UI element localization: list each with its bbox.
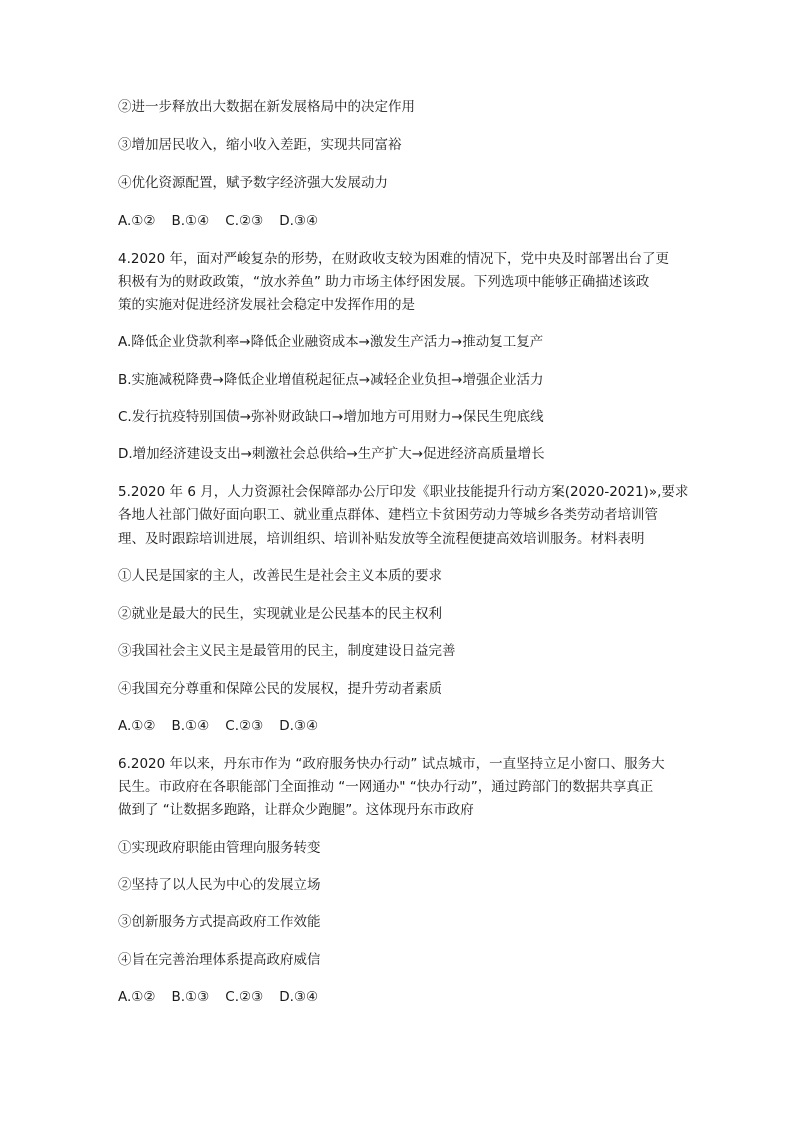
q6-option-1: ①实现政府职能由管理向服务转变 — [118, 840, 321, 856]
q3-choice-d: D.③④ — [279, 213, 319, 229]
q4-stem-line-1: 4.2020 年，面对严峻复杂的形势，在财政收支较为困难的情况下，党中央及时部署出台了更 — [118, 251, 670, 267]
q5-choice-a: A.①② — [118, 718, 156, 734]
q5-option-2: ②就业是最大的民生，实现就业是公民基本的民主权利 — [118, 606, 442, 622]
q6-option-3: ③创新服务方式提高政府工作效能 — [118, 914, 321, 930]
q4-stem-line-2: 积极有为的财政政策，“放水养鱼” 助力市场主体纾困发展。下列选项中能够正确描述该政 — [118, 274, 650, 290]
q3-option-4: ④优化资源配置，赋予数字经济强大发展动力 — [118, 175, 388, 191]
q6-choice-d: D.③④ — [279, 989, 319, 1005]
q5-choice-d: D.③④ — [279, 718, 319, 734]
q5-answer-choices — [118, 717, 334, 735]
q5-option-4: ④我国充分尊重和保障公民的发展权，提升劳动者素质 — [118, 681, 442, 697]
q5-stem-line-2: 各地人社部门做好面向职工、就业重点群体、建档立卡贫困劳动力等城乡各类劳动者培训管 — [118, 507, 658, 523]
q3-answer-choices — [118, 212, 334, 230]
q6-answer-choices — [118, 988, 334, 1006]
q6-option-2: ②坚持了以人民为中心的发展立场 — [118, 877, 321, 893]
q3-option-3: ③增加居民收入，缩小收入差距，实现共同富裕 — [118, 137, 402, 153]
q6-option-4: ④旨在完善治理体系提高政府威信 — [118, 952, 321, 968]
q4-option-c: C.发行抗疫特别国债→弥补财政缺口→增加地方可用财力→保民生兜底线 — [118, 409, 544, 425]
q4-stem-line-3: 策的实施对促进经济发展社会稳定中发挥作用的是 — [118, 297, 415, 313]
q6-stem-line-2: 民生。市政府在各职能部门全面推动 “一网通办" “快办行动”，通过跨部门的数据共享真正 — [118, 779, 654, 795]
q3-choice-b: B.①④ — [171, 213, 210, 229]
q5-option-3: ③我国社会主义民主是最管用的民主，制度建设日益完善 — [118, 643, 456, 659]
q3-option-2: ②进一步释放出大数据在新发展格局中的决定作用 — [118, 99, 415, 115]
q6-choice-c: C.②③ — [225, 989, 264, 1005]
q4-option-a: A.降低企业贷款利率→降低企业融资成本→激发生产活力→推动复工复产 — [118, 334, 544, 350]
q6-stem-line-3: 做到了 “让数据多跑路，让群众少跑腿”。这体现丹东市政府 — [118, 802, 474, 818]
q6-choice-b: B.①③ — [171, 989, 210, 1005]
q6-stem-line-1: 6.2020 年以来，丹东市作为 “政府服务快办行动” 试点城市，一直坚持立足小窗口、服务大 — [118, 756, 665, 772]
q5-choice-b: B.①④ — [171, 718, 210, 734]
q5-stem-line-3: 理、及时跟踪培训进展，培训组织、培训补贴发放等全流程便捷高效培训服务。材料表明 — [118, 531, 645, 547]
q5-choice-c: C.②③ — [225, 718, 264, 734]
q4-option-d: D.增加经济建设支出→刺激社会总供给→生产扩大→促进经济高质量增长 — [118, 446, 545, 462]
q5-option-1: ①人民是国家的主人，改善民生是社会主义本质的要求 — [118, 568, 442, 584]
q5-stem-line-1: 5.2020 年 6 月，人力资源社会保障部办公厅印发《职业技能提升行动方案(2020-2021)»,要求 — [118, 484, 689, 500]
q4-option-b: B.实施减税降费→降低企业增值税起征点→减轻企业负担→增强企业活力 — [118, 372, 544, 388]
q3-choice-a: A.①② — [118, 213, 156, 229]
q3-choice-c: C.②③ — [225, 213, 264, 229]
q6-choice-a: A.①② — [118, 989, 156, 1005]
